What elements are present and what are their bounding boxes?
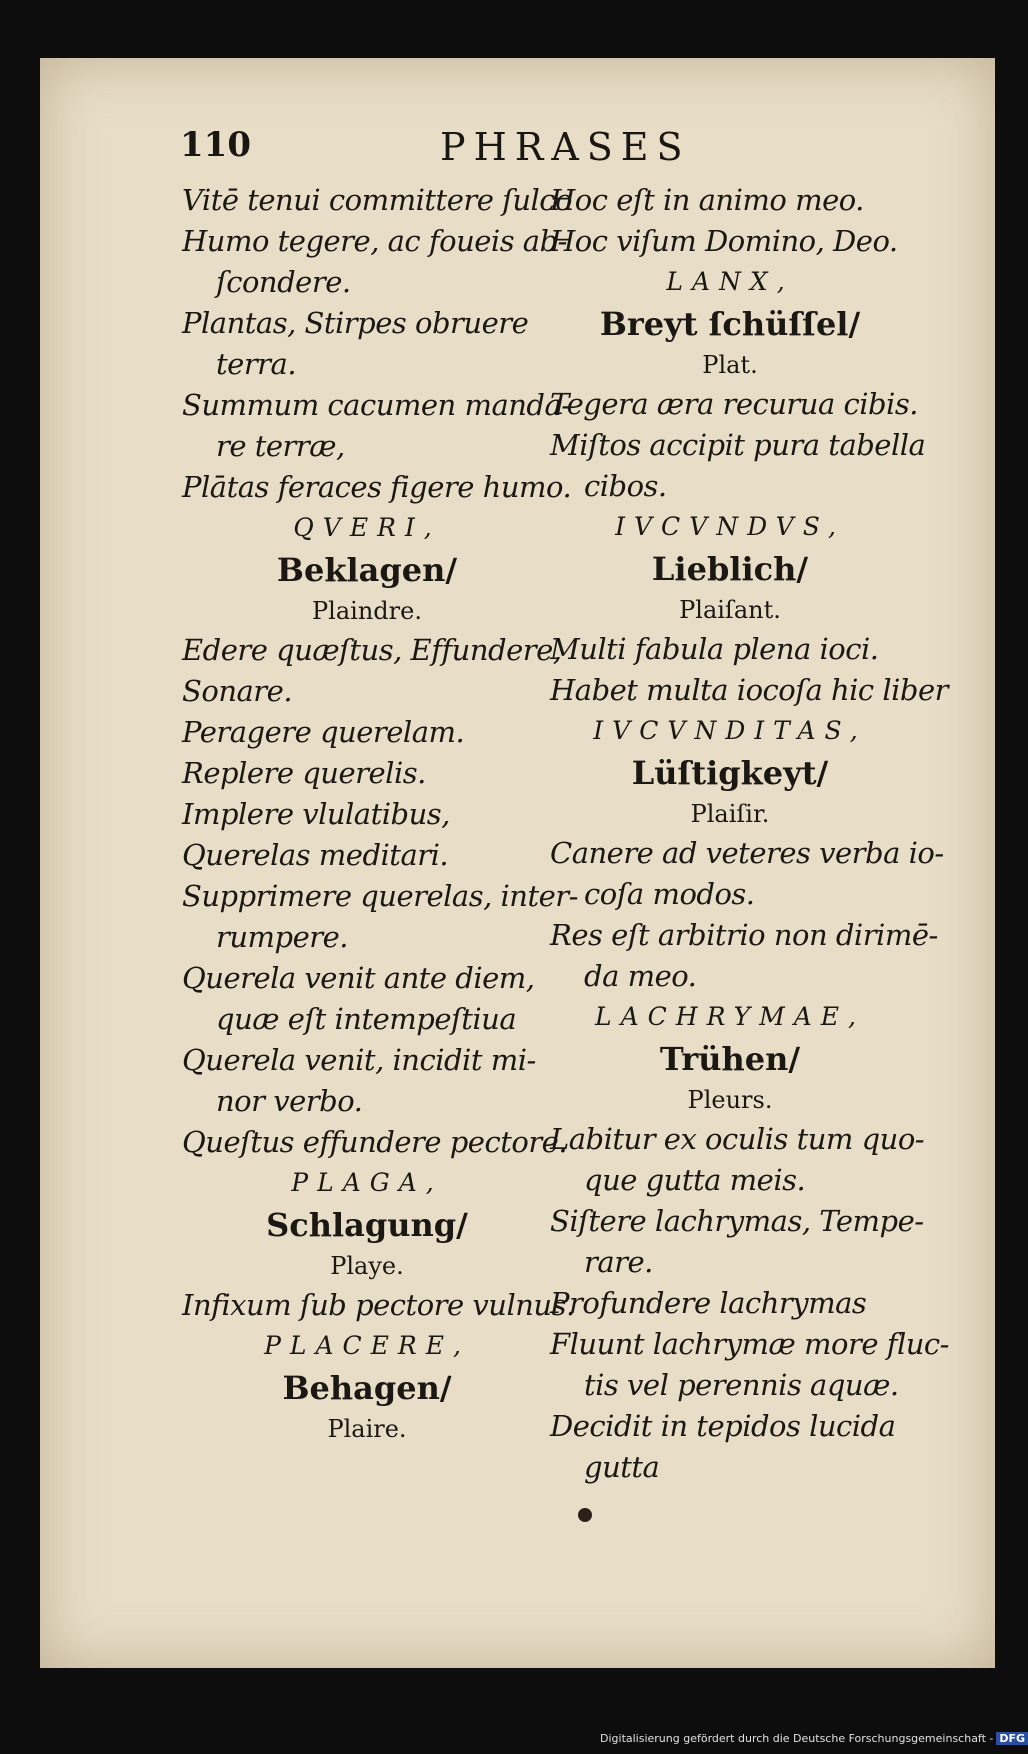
- german-gloss: Breyt ſchüſſel/: [599, 305, 861, 343]
- french-gloss: Plaindre.: [312, 597, 422, 625]
- text-line: Habet multa iocoſa hic liber: [550, 673, 949, 707]
- french-gloss: Plaiſant.: [679, 596, 781, 624]
- text-line: Replere querelis.: [182, 756, 426, 790]
- german-gloss: Behagen/: [282, 1369, 452, 1407]
- text-line: Siſtere lachrymas, Tempe-: [550, 1204, 924, 1238]
- german-gloss: Trühen/: [659, 1040, 801, 1078]
- french-gloss: Plat.: [702, 351, 758, 379]
- text-line: Sonare.: [182, 674, 293, 708]
- digitization-credit: [600, 1732, 1028, 1745]
- latin-keyword: IVCVNDITAS,: [593, 716, 867, 745]
- text-line: coſa modos.: [584, 877, 755, 911]
- text-line: gutta: [584, 1450, 660, 1484]
- text-line: Implere vlulatibus,: [182, 797, 450, 831]
- french-gloss: Plaire.: [327, 1415, 407, 1443]
- text-line: ſcondere.: [216, 265, 351, 299]
- latin-keyword: LACHRYMAE,: [595, 1002, 865, 1031]
- text-line: Edere quæſtus, Effundere,: [182, 633, 562, 667]
- text-line: Humo tegere, ac foueis ab-: [182, 224, 567, 258]
- text-line: Supprimere querelas, inter-: [182, 879, 578, 913]
- latin-keyword: LANX,: [666, 267, 794, 296]
- french-gloss: Pleurs.: [687, 1086, 773, 1114]
- text-line: Querela venit ante diem,: [182, 961, 535, 995]
- text-line: Profundere lachrymas: [550, 1286, 867, 1320]
- text-line: Summum cacumen manda-: [182, 388, 571, 422]
- text-line: rare.: [584, 1245, 653, 1279]
- text-line: nor verbo.: [216, 1084, 363, 1118]
- latin-keyword: IVCVNDVS,: [615, 512, 845, 541]
- running-title: PHRASES: [440, 125, 691, 169]
- text-line: Hoc eſt in animo meo.: [550, 183, 864, 217]
- dfg-logo: DFG: [996, 1732, 1028, 1745]
- credit-text: Digitalisierung gefördert durch die Deutsche Forschungsgemeinschaft -: [600, 1732, 994, 1745]
- text-line: Res eſt arbitrio non dirimē-: [550, 918, 938, 952]
- page-number: 110: [180, 125, 251, 165]
- german-gloss: Beklagen/: [276, 551, 458, 589]
- text-line: Querelas meditari.: [182, 838, 449, 872]
- text-line: Querela venit, incidit mi-: [182, 1043, 536, 1077]
- text-line: Multi fabula plena ioci.: [550, 632, 879, 666]
- german-gloss: Lüſtigkeyt/: [631, 754, 829, 792]
- text-line: Queſtus effundere pectore.: [182, 1125, 568, 1159]
- latin-keyword: PLACERE,: [264, 1331, 470, 1360]
- ornament-dot: [578, 1508, 592, 1522]
- text-line: da meo.: [584, 959, 697, 993]
- french-gloss: Playe.: [330, 1252, 404, 1280]
- text-line: Miſtos accipit pura tabella: [550, 428, 926, 462]
- text-line: Fluunt lachrymæ more fluc-: [550, 1327, 949, 1361]
- text-line: re terræ,: [216, 429, 345, 463]
- text-line: que gutta meis.: [584, 1163, 806, 1197]
- text-line: Canere ad veteres verba io-: [550, 836, 944, 870]
- german-gloss: Lieblich/: [651, 550, 809, 588]
- text-line: Decidit in tepidos lucida: [550, 1409, 896, 1443]
- latin-keyword: QVERI,: [293, 513, 441, 542]
- text-line: Plantas, Stirpes obruere: [182, 306, 529, 340]
- text-line: Plātas feraces figere humo.: [182, 470, 572, 504]
- text-line: Tegera æra recurua cibis.: [550, 387, 918, 421]
- text-line: rumpere.: [216, 920, 349, 954]
- text-line: Hoc viſum Domino, Deo.: [550, 224, 898, 258]
- text-line: Infixum ſub pectore vulnus.: [182, 1288, 575, 1322]
- text-line: Vitē tenui committere ſulco: [182, 183, 572, 217]
- latin-keyword: PLAGA,: [291, 1168, 443, 1197]
- text-line: Labitur ex oculis tum quo-: [550, 1122, 925, 1156]
- left-column: [182, 180, 578, 1448]
- text-line: terra.: [216, 347, 297, 381]
- text-line: quæ eſt intempeſtiua: [216, 1002, 517, 1036]
- text-line: tis vel perennis aquæ.: [584, 1368, 899, 1402]
- text-line: cibos.: [584, 469, 667, 503]
- right-column: [550, 180, 949, 1488]
- french-gloss: Plaiſir.: [690, 800, 770, 828]
- german-gloss: Schlagung/: [266, 1206, 468, 1244]
- text-line: Peragere querelam.: [182, 715, 465, 749]
